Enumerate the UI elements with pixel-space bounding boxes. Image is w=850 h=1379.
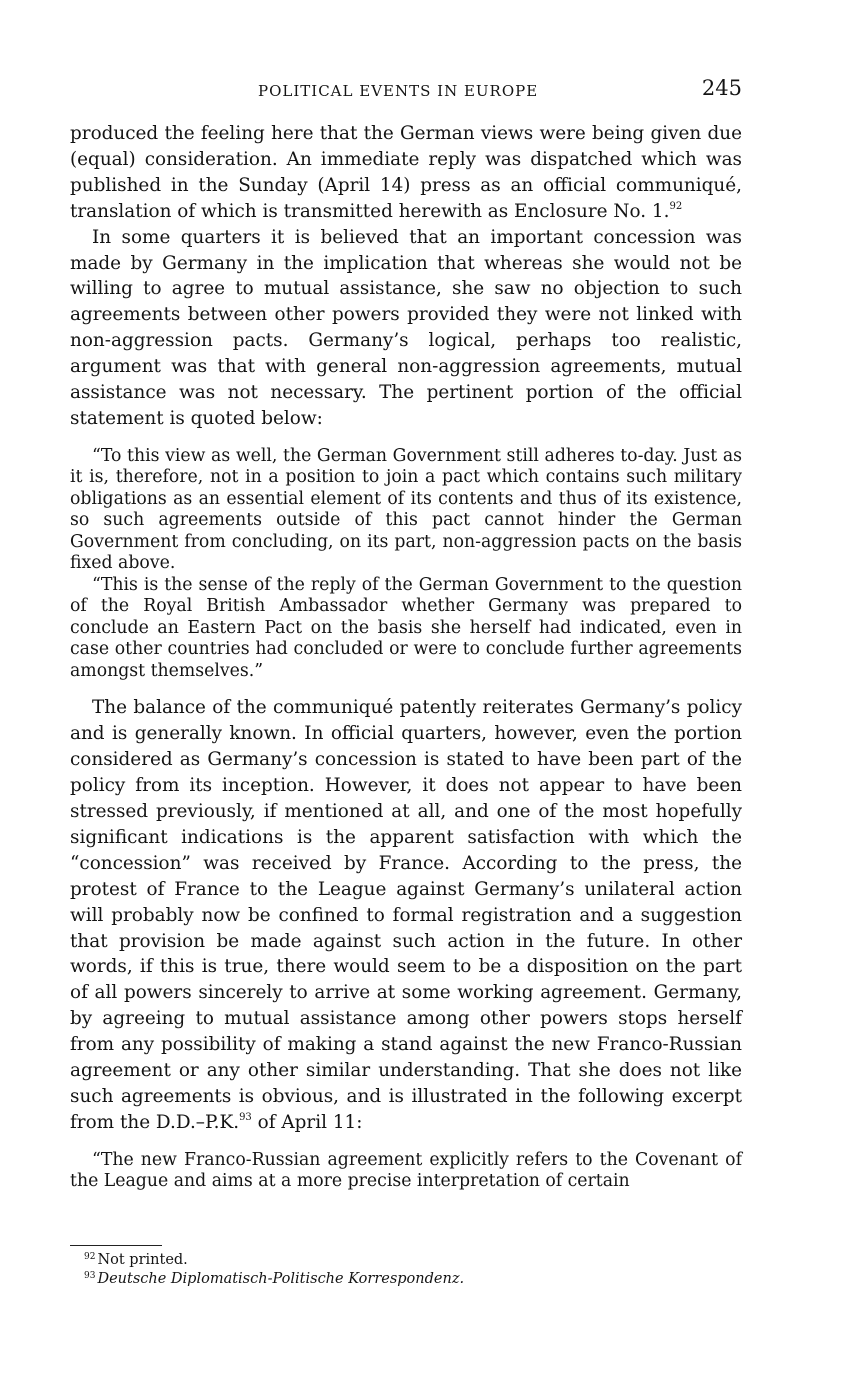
running-title: POLITICAL EVENTS IN EUROPE [258, 82, 539, 100]
paragraph-text: produced the feeling here that the German views were being given due (equal) consideration. An immediate reply was dispatched which was published in the Sunday (April 14) press as an official communiqué, translation of which is transmitted herewith as Enclosure No. 1. [70, 123, 742, 222]
paragraph [70, 121, 742, 225]
page-header [70, 76, 742, 106]
footnote-reference: 92 [669, 200, 683, 212]
footnote-marker: 93 [84, 1271, 96, 1281]
page-number: 245 [701, 76, 742, 100]
paragraph-text: of April 11: [251, 1111, 363, 1133]
footnote-text: Not printed. [97, 1252, 188, 1268]
block-quote [70, 446, 742, 683]
footnote-reference: 93 [239, 1111, 252, 1123]
quote-paragraph: “This is the sense of the reply of the German Government to the question of the Royal British Ambassador whether Germany was prepared to conclude an Eastern Pact on the basis she herself had indicated, even in case other countries had concluded or were to conclude further agreements amongst themselves.” [70, 574, 742, 681]
footnote [84, 1251, 724, 1270]
footnote-divider [70, 1245, 162, 1246]
paragraph: In some quarters it is believed that an important concession was made by Germany in the implication that whereas she would not be willing to agree to mutual assistance, she saw no objection to such agreements between other powers provided they were not linked with non-aggression pacts. Germany’s logical, perhaps too realistic, argument was that with general non-aggression agreements, mutual assistance was not necessary. The pertinent portion of the official statement is quoted below: [70, 226, 742, 429]
footnote-text: Deutsche Diplomatisch-Politische Korrespondenz. [97, 1271, 465, 1287]
quote-paragraph: “The new Franco-Russian agreement explicitly refers to the Covenant of the League and aims at a more precise interpretation of certain [70, 1149, 742, 1192]
body-text [70, 121, 742, 1206]
footnote-marker: 92 [84, 1252, 96, 1262]
quote-paragraph: “To this view as well, the German Government still adheres to-day. Just as it is, therefore, not in a position to join a pact which contains such military obligations as an essential element of its contents and thus of its existence, so such agreements outside of this pact cannot hinder the German Government from concluding, on its part, non-aggression pacts on the basis fixed above. [70, 445, 742, 574]
paragraph-text: The balance of the communiqué patently reiterates Germany’s policy and is generally known. In official quarters, however, even the portion considered as Germany’s concession is stated to have been part of the policy from its inception. However, it does not appear to have been stressed previously, if mentioned at all, and one of the most hopefully significant indications is the apparent satisfaction with which the “concession” was received by France. According to the press, the protest of France to the League against Germany’s unilateral action will probably now be confined to formal registration and a suggestion that provision be made against such action in the future. In other words, if this is true, there would seem to be a disposition on the part of all powers sincerely to arrive at some working agreement. Germany, by agreeing to mutual assistance among other powers stops herself from any possibility of making a stand against the new Franco-Russian agreement or any other similar understanding. That she does not like such agreements is obvious, and is illustrated in the following excerpt from the D.D.–P.K. [70, 697, 742, 1133]
footnote [84, 1270, 724, 1289]
document-page [70, 0, 742, 1379]
footnotes [84, 1251, 724, 1289]
block-quote [70, 1150, 742, 1193]
paragraph [70, 695, 742, 1135]
